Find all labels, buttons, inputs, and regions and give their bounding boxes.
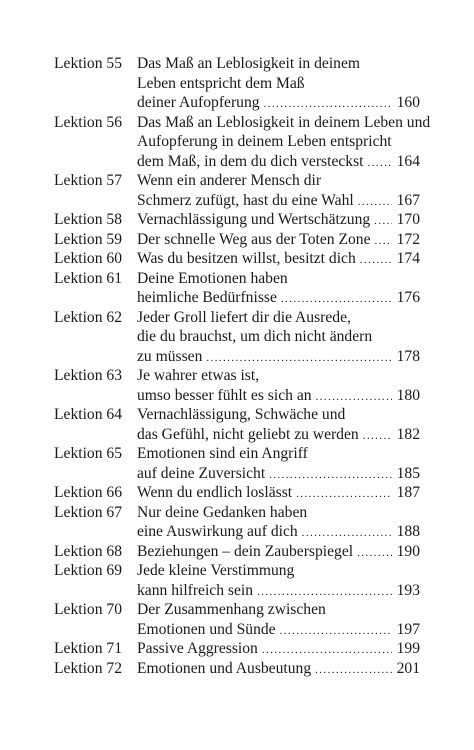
lesson-title-line: Wenn ein anderer Mensch dir — [137, 172, 322, 189]
lesson-title-line: Deine Emotionen haben — [137, 269, 288, 287]
page-number: 164 — [396, 152, 420, 170]
lesson-title-line: Der Zusammenhang zwischen — [137, 601, 326, 618]
lesson-title-line: Passive Aggression — [137, 640, 258, 657]
page-number: 178 — [396, 347, 420, 365]
toc-line — [54, 288, 420, 308]
dot-leader — [358, 191, 392, 213]
toc-line — [54, 54, 420, 74]
lesson-title-line: Emotionen sind ein Angriff — [137, 445, 308, 462]
toc-entry-last-line — [137, 191, 420, 213]
dot-leader — [257, 581, 392, 603]
dot-leader — [281, 288, 392, 310]
dot-leader — [262, 639, 392, 661]
lesson-title-line: Aufopferung in deinem Leben entspricht — [137, 133, 392, 150]
lesson-title-line: Beziehungen – dein Zauberspiegel — [137, 542, 354, 560]
toc-line — [54, 639, 420, 659]
toc-line — [54, 444, 420, 464]
toc-line — [54, 386, 420, 406]
toc-line — [54, 659, 420, 679]
toc-entry-last-line — [137, 639, 420, 661]
toc-line — [54, 249, 420, 269]
toc-line — [54, 542, 420, 562]
lesson-title-line: dem Maß, in dem du dich versteckst — [137, 152, 364, 170]
dot-leader — [269, 464, 391, 486]
toc-line — [54, 113, 431, 133]
page-number: 170 — [396, 211, 420, 228]
lesson-number: Lektion 70 — [54, 601, 122, 618]
lesson-title-line: Emotionen und Sünde — [137, 620, 276, 638]
lesson-title-line: Emotionen und Ausbeutung — [137, 659, 312, 677]
toc-line — [54, 405, 420, 425]
lesson-number: Lektion 62 — [54, 308, 122, 326]
page-number: 172 — [396, 230, 420, 248]
toc-line — [54, 464, 420, 484]
toc-line — [54, 600, 420, 620]
lesson-title-line: Was du besitzen willst, besitzt dich — [137, 250, 356, 267]
toc-entry-last-line — [137, 542, 420, 564]
toc-entry-last-line — [137, 210, 420, 232]
lesson-number: Lektion 69 — [54, 562, 122, 579]
toc-line — [54, 503, 420, 523]
lesson-number: Lektion 63 — [54, 367, 122, 384]
toc-line — [54, 230, 420, 250]
page-number: 180 — [396, 386, 420, 404]
toc-line — [54, 522, 420, 542]
lesson-title-line: Wenn du endlich loslässt — [137, 484, 293, 501]
lesson-title-line: umso besser fühlt es sich an — [137, 386, 312, 404]
toc-entry-last-line — [137, 249, 420, 271]
dot-leader — [206, 347, 391, 369]
dot-leader — [264, 93, 392, 115]
lesson-number: Lektion 61 — [54, 269, 122, 287]
toc-entry-last-line — [137, 152, 420, 174]
lesson-title-line: kann hilfreich sein — [137, 581, 254, 599]
lesson-number: Lektion 57 — [54, 172, 122, 189]
toc-entry-last-line — [137, 464, 420, 486]
lesson-number: Lektion 68 — [54, 542, 122, 560]
toc-line — [54, 327, 420, 347]
dot-leader — [296, 483, 392, 505]
page-number: 160 — [396, 94, 420, 111]
toc-entry-last-line — [137, 230, 420, 252]
lesson-number: Lektion 60 — [54, 250, 122, 267]
page-number: 188 — [396, 523, 420, 540]
dot-leader — [302, 522, 392, 544]
dot-leader — [316, 386, 392, 408]
toc-entry-last-line — [137, 659, 420, 681]
toc-line — [54, 132, 420, 152]
toc-entry-last-line — [137, 425, 420, 447]
lesson-title-line: Je wahrer etwas ist, — [137, 367, 260, 384]
lesson-title-line: Jeder Groll liefert dir die Ausrede, — [137, 308, 351, 326]
lesson-title-line: das Gefühl, nicht geliebt zu werden — [137, 425, 359, 443]
lesson-title-line: Jede kleine Verstimmung — [137, 562, 295, 579]
lesson-number: Lektion 72 — [54, 659, 122, 677]
lesson-title-line: Vernachlässigung, Schwäche und — [137, 406, 346, 423]
lesson-title-line: die du brauchst, um dich nicht ändern — [137, 328, 373, 345]
toc-line — [54, 171, 420, 191]
lesson-number: Lektion 55 — [54, 55, 122, 72]
lesson-title-line: deiner Aufopferung — [137, 94, 260, 111]
dot-leader — [375, 230, 392, 252]
page-number: 187 — [396, 484, 420, 501]
page-number: 174 — [396, 250, 420, 267]
toc-line — [54, 210, 420, 230]
lesson-number: Lektion 67 — [54, 503, 122, 521]
toc-line — [54, 347, 420, 367]
lesson-title-line: Das Maß an Leblosigkeit in deinem — [137, 55, 361, 72]
page-number: 182 — [396, 425, 420, 443]
lesson-number: Lektion 66 — [54, 484, 122, 501]
lesson-number: Lektion 64 — [54, 406, 122, 423]
lesson-number: Lektion 56 — [54, 113, 122, 131]
page-number: 197 — [396, 620, 420, 638]
toc-entry-last-line — [137, 288, 420, 310]
toc-line — [54, 561, 420, 581]
lesson-number: Lektion 71 — [54, 640, 122, 657]
page-number: 199 — [396, 640, 420, 657]
lesson-title-line: heimliche Bedürfnisse — [137, 289, 277, 306]
page-number: 185 — [396, 464, 420, 482]
toc-entry-last-line — [137, 483, 420, 505]
toc-line — [54, 425, 420, 445]
dot-leader — [315, 659, 391, 681]
lesson-number: Lektion 65 — [54, 445, 122, 462]
toc-entry-last-line — [137, 581, 420, 603]
toc-entry-last-line — [137, 620, 420, 642]
toc-line — [54, 366, 420, 386]
page-number: 201 — [396, 659, 420, 677]
page-number: 190 — [396, 542, 420, 560]
toc-entry-last-line — [137, 522, 420, 544]
toc-line — [54, 74, 420, 94]
lesson-title-line: Das Maß an Leblosigkeit in deinem Leben und — [137, 113, 431, 131]
dot-leader — [357, 542, 392, 564]
toc-line — [54, 308, 420, 328]
lesson-title-line: Der schnelle Weg aus der Toten Zone — [137, 230, 371, 248]
lesson-title-line: Schmerz zufügt, hast du eine Wahl — [137, 191, 354, 209]
dot-leader — [280, 620, 392, 642]
toc-entry-last-line — [137, 386, 420, 408]
toc-line — [54, 191, 420, 211]
lesson-number: Lektion 59 — [54, 230, 122, 248]
toc-entry-last-line — [137, 93, 420, 115]
dot-leader — [368, 152, 392, 174]
page-number: 193 — [396, 581, 420, 599]
lesson-title-line: eine Auswirkung auf dich — [137, 523, 298, 540]
toc-line — [54, 620, 420, 640]
lesson-title-line: Vernachlässigung und Wertschätzung — [137, 211, 371, 228]
table-of-contents — [54, 54, 431, 678]
lesson-title-line: zu müssen — [137, 347, 203, 365]
toc-line — [54, 483, 420, 503]
page-number: 167 — [396, 191, 420, 209]
dot-leader — [360, 249, 392, 271]
lesson-title-line: Nur deine Gedanken haben — [137, 503, 308, 521]
toc-line — [54, 152, 420, 172]
lesson-title-line: Leben entspricht dem Maß — [137, 74, 305, 92]
toc-line — [54, 581, 420, 601]
lesson-title-line: auf deine Zuversicht — [137, 464, 266, 482]
lesson-number: Lektion 58 — [54, 211, 122, 228]
page-number: 176 — [396, 289, 420, 306]
dot-leader — [374, 210, 391, 232]
toc-line — [54, 269, 420, 289]
dot-leader — [363, 425, 392, 447]
toc-entry-last-line — [137, 347, 420, 369]
toc-line — [54, 93, 420, 113]
